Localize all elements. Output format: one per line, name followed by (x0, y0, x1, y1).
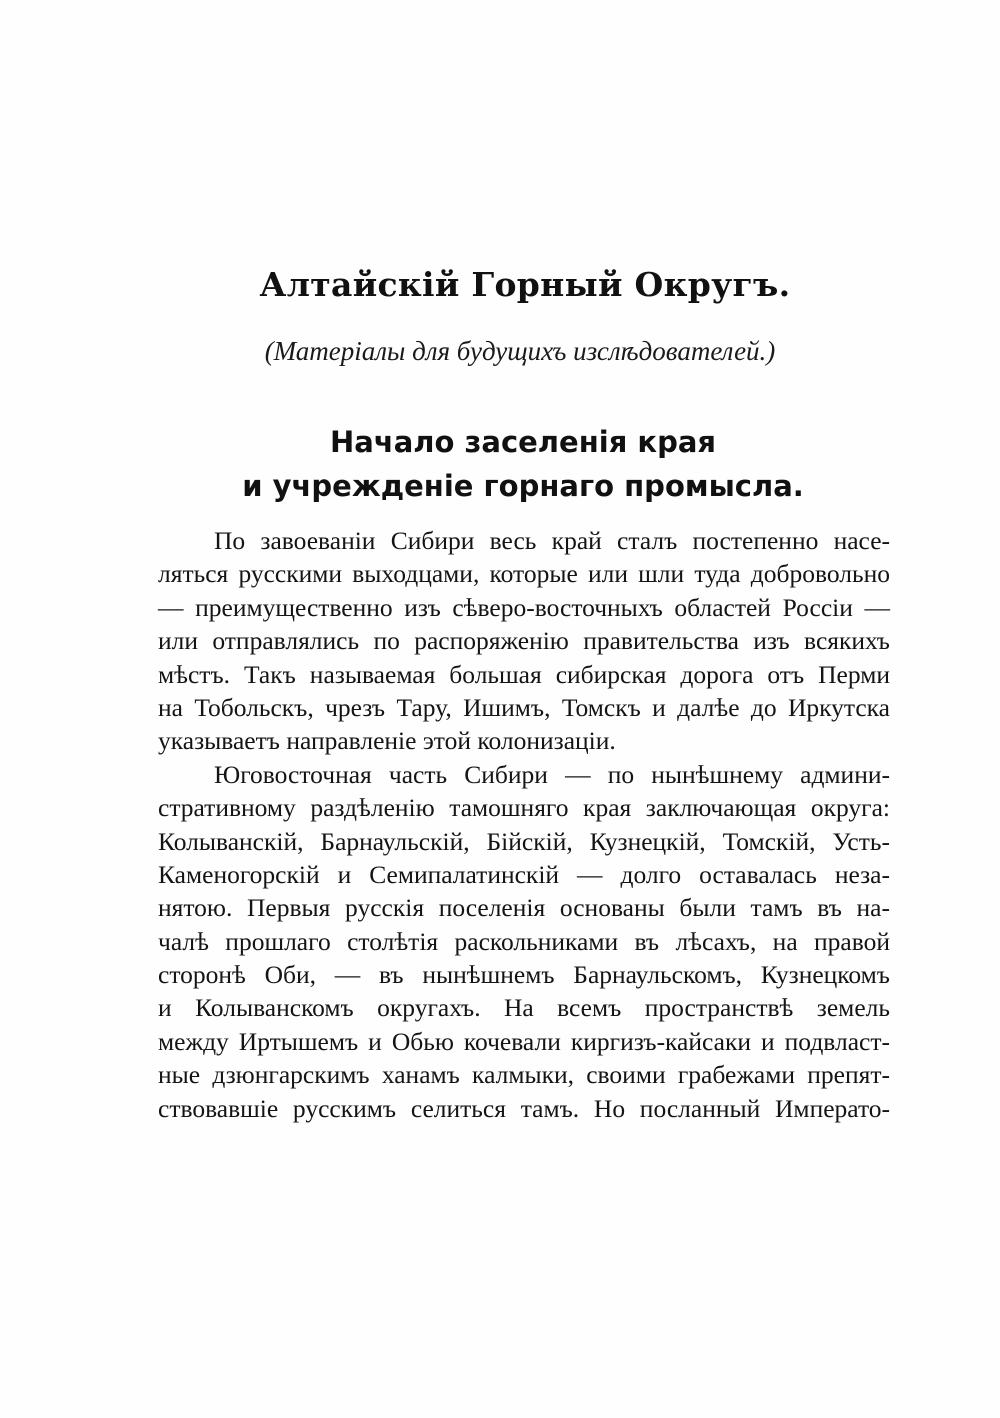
text-line: ляться русскими выходцами, которые или шли туда добровольно (158, 559, 890, 589)
text-line: указываетъ направленіе этой колонизаціи. (158, 726, 616, 756)
document-subtitle: (Матеріалы для будущихъ изслѣдователей.) (264, 336, 776, 366)
text-line: сторонѣ Оби, — въ нынѣшнемъ Барнаульскомъ, Кузнецкомъ (158, 960, 890, 990)
document-title: Алтайскій Горный Округъ. (259, 265, 791, 304)
text-line: нятою. Первыя русскія поселенія основаны были тамъ въ на- (158, 893, 890, 923)
section-heading (0, 420, 1000, 508)
text-line: По завоеваніи Сибири весь край сталъ постепенно насе- (214, 526, 890, 555)
text-line: чалѣ прошлаго столѣтія раскольниками въ лѣсахъ, на правой (158, 926, 890, 956)
section-heading-line-2: и учрежденіе горнаго промысла. (242, 469, 804, 503)
text-line: Юговосточная часть Сибири — по нынѣшнему админи- (214, 759, 890, 789)
paragraph-1 (158, 524, 890, 758)
section-heading-line-1: Начало заселенія края (329, 425, 717, 459)
text-line: ные дзюнгарскимъ ханамъ калмыки, своими грабежами препят- (158, 1060, 890, 1090)
paragraph-2 (158, 758, 890, 1125)
text-line: или отправлялись по распоряженію правительства изъ всякихъ (158, 626, 890, 656)
text-line: на Тобольскъ, чрезъ Тару, Ишимъ, Томскъ и далѣе до Иркутска (158, 692, 890, 722)
text-line: стративному раздѣленію тамошняго края заключающая округа: (158, 793, 890, 823)
text-line: — преимущественно изъ сѣверо-восточныхъ областей Россіи — (158, 592, 890, 622)
body-text (158, 524, 890, 1125)
text-line: Колыванскій, Барнаульскій, Бійскій, Кузнецкій, Томскій, Усть- (158, 826, 890, 856)
text-line: ствовавшіе русскимъ селиться тамъ. Но посланный Императо- (158, 1093, 890, 1123)
text-line: и Колыванскомъ округахъ. На всемъ пространствѣ земель (158, 993, 890, 1023)
text-line: между Иртышемъ и Обью кочевали киргизъ-кайсаки и подвласт- (158, 1026, 890, 1056)
text-line: Каменогорскій и Семипалатинскій — долго оставалась неза- (158, 859, 890, 889)
text-line: мѣстъ. Такъ называемая большая сибирская дорога отъ Перми (158, 659, 890, 689)
